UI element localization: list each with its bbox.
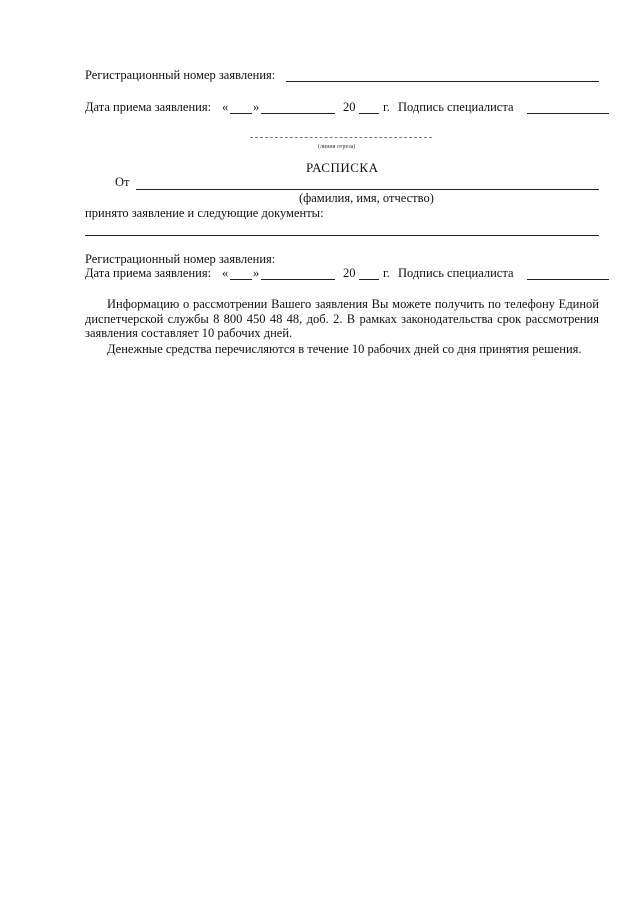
cut-line-caption: (линия отреза) (318, 144, 356, 150)
cut-line (250, 137, 432, 138)
quote-close-2: » (253, 266, 260, 280)
documents-list-line (85, 235, 599, 236)
specialist-signature-label: Подпись специалиста (398, 100, 514, 114)
quote-close: » (253, 100, 260, 114)
quote-open: « (222, 100, 229, 114)
registration-number-line (286, 81, 599, 82)
reception-date-label-2: Дата приема заявления: (85, 266, 212, 280)
month-line-2 (261, 279, 335, 280)
signature-line (527, 113, 609, 114)
registration-number-label: Регистрационный номер заявления: (85, 68, 276, 82)
day-line-2 (230, 279, 252, 280)
year-suffix-2: г. (383, 266, 390, 280)
month-line (261, 113, 335, 114)
year-prefix-2: 20 (343, 266, 356, 280)
quote-open-2: « (222, 266, 229, 280)
payment-paragraph-text: Денежные средства перечисляются в течение 10 рабочих дней со дня принятия решения. (107, 342, 582, 356)
year-suffix: г. (383, 100, 390, 114)
accepted-documents-label: принято заявление и следующие документы: (85, 206, 324, 220)
applicant-name-line (136, 189, 599, 190)
info-paragraph-text: Информацию о рассмотрении Вашего заявления Вы можете получить по телефону Единой диспетчерской службы 8 800 450 48 48, доб. 2. В рамках законодательства срок рассмотрения заявления составляет 10 рабочих дней. (85, 297, 599, 340)
info-paragraph (85, 297, 599, 341)
registration-number-label-2: Регистрационный номер заявления: (85, 252, 276, 266)
receipt-title: РАСПИСКА (306, 160, 379, 175)
full-name-caption: (фамилия, имя, отчество) (299, 191, 434, 205)
day-line (230, 113, 252, 114)
year-prefix: 20 (343, 100, 356, 114)
year-line-2 (359, 279, 379, 280)
from-label: От (115, 175, 130, 189)
signature-line-2 (527, 279, 609, 280)
reception-date-label: Дата приема заявления: (85, 100, 212, 114)
payment-paragraph (85, 342, 615, 357)
specialist-signature-label-2: Подпись специалиста (398, 266, 514, 280)
year-line (359, 113, 379, 114)
